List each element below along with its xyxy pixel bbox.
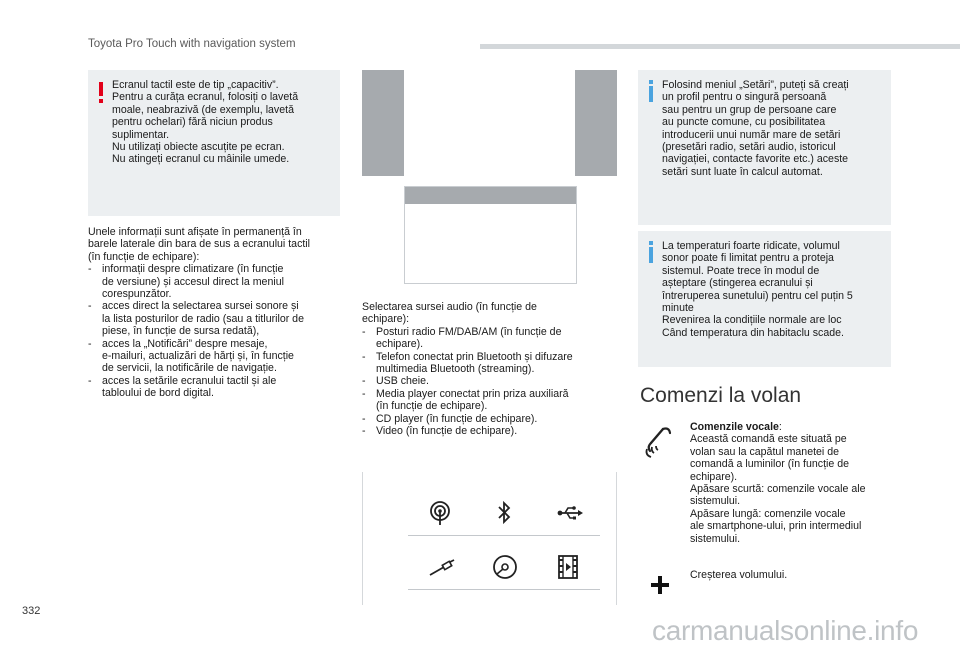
section-title: Comenzi la volan [640,384,802,407]
warning-exclamation-icon [98,82,104,104]
left-paragraph [88,226,348,400]
info-text-temperature: La temperaturi foarte ridicate, volumul sonor poate fi limitat pentru a proteja sistemul. Poate trece în modul de așteptare (stingerea ecranului și întreruperea sunetului) pentru cel puțin 5 minute Revenirea la condițiile normale are loc Când temperatura din habitaclu scade. [662,240,853,339]
header-bar [480,44,960,49]
list-item: - Video (în funcție de echipare). [362,425,617,437]
aux-source[interactable] [408,550,472,590]
list-item: - acces la setările ecranului tactil și ale tabloului de bord digital. [88,375,348,400]
left-list [88,263,348,399]
middle-lead: Selectarea sursei audio (în funcție de echipare): [362,301,537,326]
info-box-temperature [638,231,891,367]
audio-source-panel [362,472,617,605]
voice-command-icon [643,425,677,459]
list-item: - Posturi radio FM/DAB/AM (în funcție de echipare). [362,326,617,351]
info-icon [648,80,654,102]
volume-up-text: Creșterea volumului. [690,569,788,581]
usb-source[interactable] [536,496,600,536]
watermark: carmanualsonline.info [652,615,919,646]
usb-icon [556,500,584,526]
screen-illustration-middle [404,186,577,284]
plus-icon [650,575,670,595]
bluetooth-source[interactable] [472,496,536,536]
cd-source[interactable] [472,550,536,590]
list-item: - USB cheie. [362,375,617,387]
warning-text: Ecranul tactil este de tip „capacitiv”. Pentru a curăța ecranul, folosiți o lavetă moale, neabrazivă (de exemplu, lavetă pentru ochelari) fără niciun produs suplimentar. Nu utilizați obiecte ascuțite pe ecran. Nu atingeți ecranul cu mâinile umede. [112,79,299,166]
list-item: - Telefon conectat prin Bluetooth și difuzare multimedia Bluetooth (streaming). [362,351,617,376]
warning-box [88,70,340,216]
middle-paragraph [362,301,617,437]
screen-illustration-top [362,70,617,176]
info-icon [648,241,654,263]
list-item: - acces la „Notificări” despre mesaje, e-mailuri, actualizări de hărți și, în funcție de servicii, la notificările de navigație. [88,338,348,375]
list-item: - acces direct la selectarea sursei sonore și la lista posturilor de radio (sau a titlurilor de piese, în funcție de sursa redată), [88,300,348,337]
page-number: 332 [22,605,41,617]
voice-description: Comenzile vocale: Această comandă este situată pe volan sau la capătul manetei de comandă a luminilor (în funcție de echipare). Apăsare scurtă: comenzile vocale ale sistemului. Apăsare lungă: comenzile vocale ale smartphone-ului, prin intermediul sistemului. [690,421,866,545]
aux-cable-icon [428,554,456,580]
list-item: - CD player (în funcție de echipare). [362,413,617,425]
radio-icon [428,500,452,526]
video-source[interactable] [536,550,600,590]
radio-source[interactable] [408,496,472,536]
cd-icon [492,554,518,580]
info-text-settings: Folosind meniul „Setări”, puteți să creați un profil pentru o singură persoană sau pentru un grup de persoane care au puncte comune, cu posibilitatea introducerii unui număr mare de setări (presetări radio, setări audio, istoricul navigației, contacte favorite etc.) aceste setări sunt luate în calcul automat. [662,79,849,178]
info-box-settings [638,70,891,225]
left-lead: Unele informații sunt afișate în permanență în barele laterale din bara de sus a ecranului tactil (în funcție de echipare): [88,226,311,263]
middle-list [362,326,617,438]
video-film-icon [556,554,580,580]
header-title: Toyota Pro Touch with navigation system [88,38,296,50]
voice-heading: Comenzile vocale [690,421,779,433]
list-item: - informații despre climatizare (în funcție de versiune) și accesul direct la meniul corespunzător. [88,263,348,300]
list-item: - Media player conectat prin priza auxiliară (în funcție de echipare). [362,388,617,413]
bluetooth-icon [492,500,516,526]
